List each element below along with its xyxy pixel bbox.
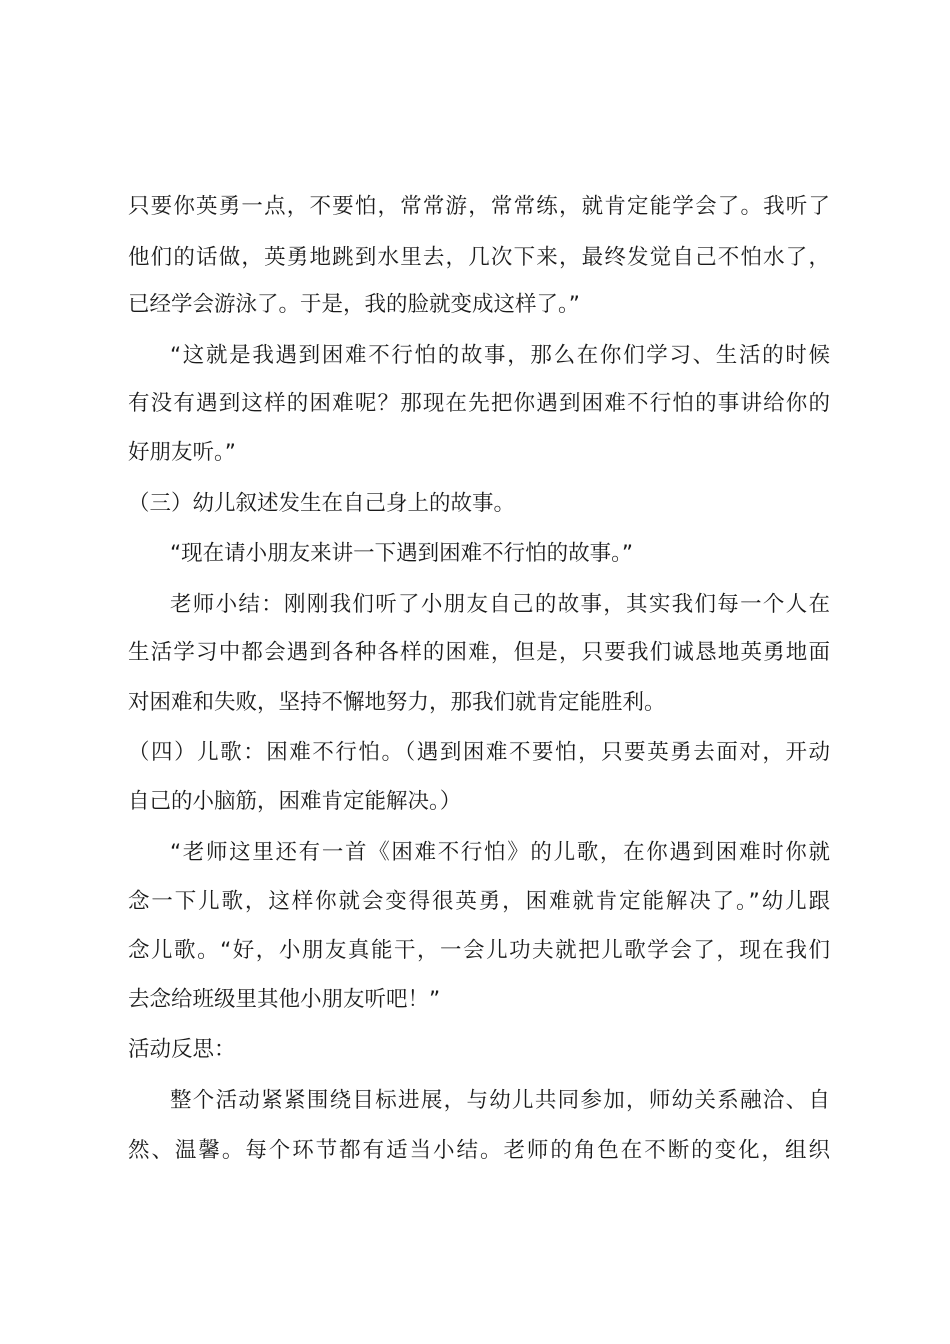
text-line: 老师小结：刚刚我们听了小朋友自己的故事，其实我们每一个人在 (170, 592, 830, 617)
text-line: 去念给班级里其他小朋友听吧！” (128, 987, 441, 1012)
section-heading: （四）儿歌：困难不行怕。（遇到困难不要怕，只要英勇去面对，开动 (128, 740, 830, 765)
section-heading: 活动反思： (128, 1037, 236, 1062)
text-line: “老师这里还有一首《困难不行怕》的儿歌，在你遇到困难时你就 (170, 840, 830, 865)
text-line: 整个活动紧紧围绕目标进展，与幼儿共同参加，师幼关系融洽、自 (170, 1088, 830, 1113)
text-line: 生活学习中都会遇到各种各样的困难，但是，只要我们诚恳地英勇地面 (128, 640, 830, 665)
text-line: 好朋友听。” (128, 440, 236, 465)
text-line: 自己的小脑筋，困难肯定能解决。） (128, 789, 462, 814)
text-line: 然、温馨。每个环节都有适当小结。老师的角色在不断的变化，组织 (128, 1138, 830, 1163)
text-line: 只要你英勇一点，不要怕，常常游，常常练，就肯定能学会了。我听了 (128, 194, 830, 219)
text-line: “这就是我遇到困难不行怕的故事，那么在你们学习、生活的时候 (170, 343, 830, 368)
section-heading: （三）幼儿叙述发生在自己身上的故事。 (128, 491, 516, 516)
text-line: 对困难和失败，坚持不懈地努力，那我们就肯定能胜利。 (128, 690, 666, 715)
text-line: 念儿歌。“好，小朋友真能干，一会儿功夫就把儿歌学会了，现在我们 (128, 938, 830, 963)
text-line: “现在请小朋友来讲一下遇到困难不行怕的故事。” (170, 541, 634, 566)
text-line: 他们的话做，英勇地跳到水里去，几次下来，最终发觉自己不怕水了， (128, 245, 830, 270)
text-line: 有没有遇到这样的困难呢？那现在先把你遇到困难不行怕的事讲给你的 (128, 391, 830, 416)
text-line: 念一下儿歌，这样你就会变得很英勇，困难就肯定能解决了。”幼儿跟 (128, 889, 830, 914)
text-line: 已经学会游泳了。于是，我的脸就变成这样了。” (128, 292, 580, 317)
